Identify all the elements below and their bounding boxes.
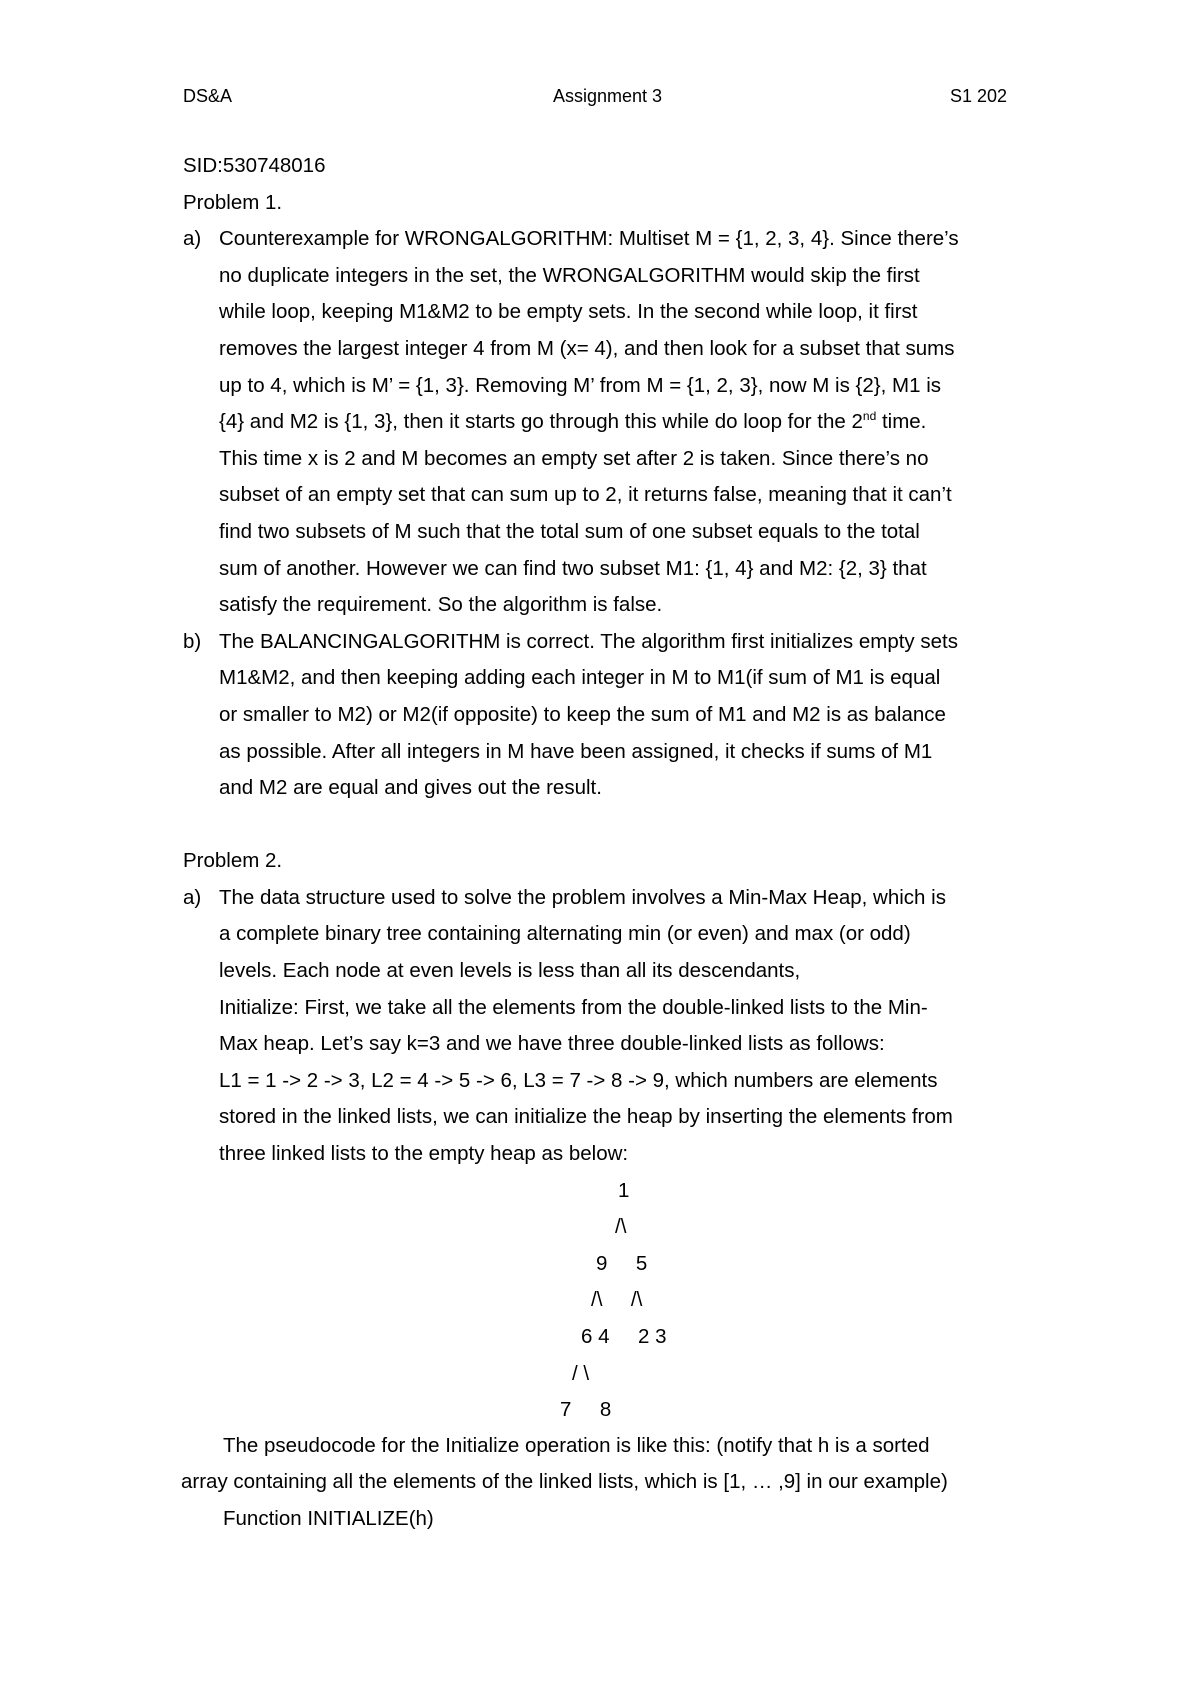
heap-root: 1 — [618, 1178, 630, 1202]
text-line: while loop, keeping M1&M2 to be empty sets. In the second while loop, it first — [219, 300, 918, 324]
text-line: find two subsets of M such that the total sum of one subset equals to the total — [219, 519, 920, 543]
text-line: The BALANCINGALGORITHM is correct. The algorithm first initializes empty sets — [219, 629, 958, 653]
heap-level-2: 6 4 2 3 — [581, 1324, 667, 1348]
text-line: stored in the linked lists, we can initialize the heap by inserting the elements from — [219, 1105, 953, 1129]
problem2-title: Problem 2. — [183, 849, 283, 873]
ordinal-suffix: nd — [862, 409, 877, 424]
document-body — [183, 148, 1043, 1537]
heap-branch: /\ — [615, 1214, 627, 1238]
text-line: subset of an empty set that can sum up to 2, it returns false, meaning that it can’t — [219, 483, 952, 507]
text-line: as possible. After all integers in M have been assigned, it checks if sums of M1 — [219, 739, 933, 763]
blank-line — [183, 807, 1043, 844]
header-semester: S1 202 — [950, 86, 1008, 106]
text-fragment: time. — [876, 410, 927, 434]
list-marker: a) — [183, 227, 202, 251]
text-line: The data structure used to solve the problem involves a Min-Max Heap, which is — [219, 885, 946, 909]
text-line — [219, 404, 1043, 441]
text-line: L1 = 1 -> 2 -> 3, L2 = 4 -> 5 -> 6, L3 = 7 -> 8 -> 9, which numbers are elements — [219, 1068, 938, 1092]
heap-diagram — [183, 1173, 1043, 1428]
text-line: up to 4, which is M’ = {1, 3}. Removing M’ from M = {1, 2, 3}, now M is {2}, M1 is — [219, 373, 941, 397]
text-line: Counterexample for WRONGALGORITHM: Multiset M = {1, 2, 3, 4}. Since there’s — [219, 227, 959, 251]
text-line: or smaller to M2) or M2(if opposite) to keep the sum of M1 and M2 is as balance — [219, 702, 946, 726]
text-line: sum of another. However we can find two subset M1: {1, 4} and M2: {2, 3} that — [219, 556, 927, 580]
student-id: SID:530748016 — [183, 154, 326, 177]
text-line: removes the largest integer 4 from M (x= 4), and then look for a subset that sums — [219, 336, 955, 360]
heap-branch: /\ /\ — [591, 1287, 643, 1311]
text-line: satisfy the requirement. So the algorithm is false. — [219, 593, 663, 617]
text-line: and M2 are equal and gives out the result. — [219, 776, 602, 800]
header-course: DS&A — [183, 86, 233, 106]
function-signature: Function INITIALIZE(h) — [223, 1506, 434, 1530]
problem1-part-b — [183, 624, 1043, 807]
text-line: Initialize: First, we take all the elements from the double-linked lists to the Min- — [219, 995, 928, 1019]
heap-level-1: 9 5 — [596, 1251, 648, 1275]
problem1-title: Problem 1. — [183, 190, 283, 214]
text-line: This time x is 2 and M becomes an empty set after 2 is taken. Since there’s no — [219, 446, 929, 470]
list-marker: b) — [183, 629, 202, 653]
header-title: Assignment 3 — [553, 86, 663, 106]
text-line: M1&M2, and then keeping adding each integer in M to M1(if sum of M1 is equal — [219, 666, 941, 690]
heap-level-3: 7 8 — [560, 1397, 612, 1421]
problem2-part-a — [183, 880, 1043, 1173]
text-line: The pseudocode for the Initialize operation is like this: (notify that h is a sorted — [223, 1433, 930, 1457]
problem1-part-a — [183, 221, 1043, 624]
text-line: array containing all the elements of the linked lists, which is [1, … ,9] in our example) — [181, 1470, 948, 1494]
text-line: no duplicate integers in the set, the WRONGALGORITHM would skip the first — [219, 263, 920, 287]
text-line: Max heap. Let’s say k=3 and we have three double-linked lists as follows: — [219, 1032, 885, 1056]
text-line: levels. Each node at even levels is less than all its descendants, — [219, 959, 801, 983]
list-marker: a) — [183, 885, 202, 909]
heap-branch: / \ — [572, 1361, 590, 1385]
text-fragment: {4} and M2 is {1, 3}, then it starts go through this while do loop for the 2 — [219, 410, 863, 434]
text-line: three linked lists to the empty heap as below: — [219, 1142, 629, 1166]
text-line: a complete binary tree containing alternating min (or even) and max (or odd) — [219, 922, 911, 946]
